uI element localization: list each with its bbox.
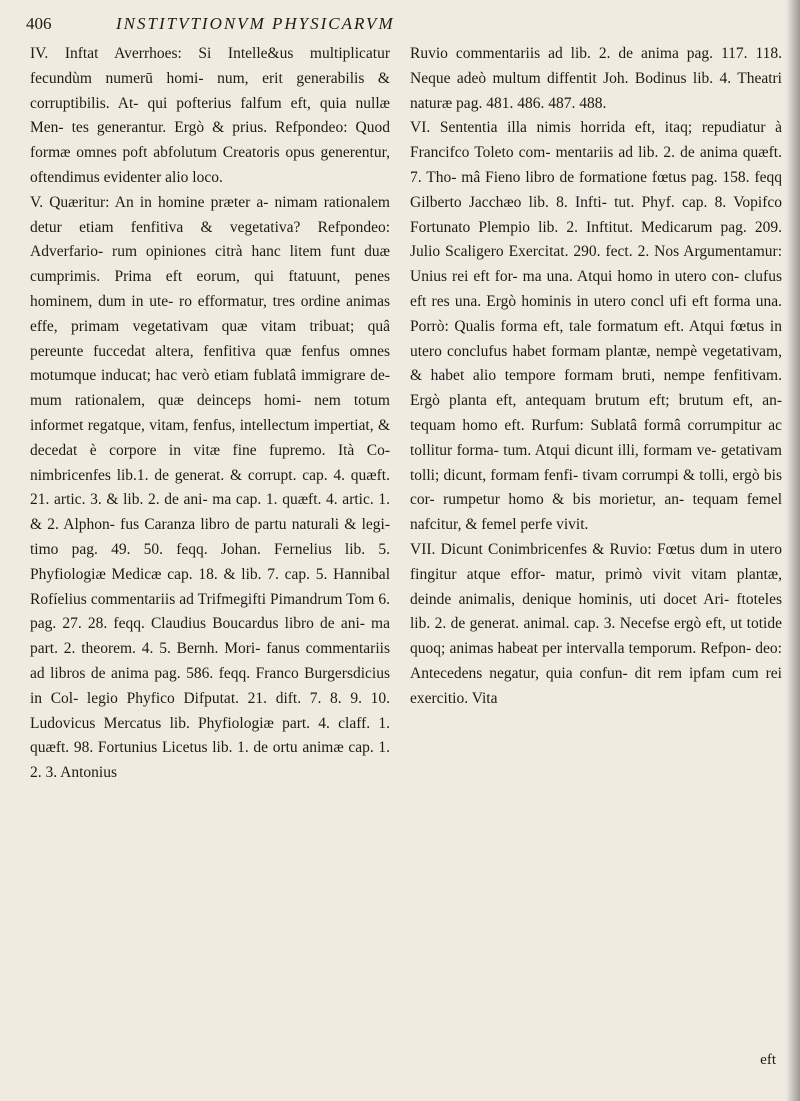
paragraph-continued: Ruvio commentariis ad lib. 2. de anima pag. 117. 118. Neque adeò multum diffentit Joh. Bodinus lib. 4. Theatri naturæ pag. 481. 486. 487. 488. [410, 45, 782, 112]
right-column [410, 42, 782, 712]
paragraph-iv: IV. Inftat Averrhoes: Si Intelle&us multiplicatur fecundùm numerū homi- num, erit generabilis & corruptibilis. At- qui pofterius falfum eft, quia nullæ Men- tes generantur. Ergò & prius. Refpondeo: Quod formæ omnes poft abfolutum Creatoris opus generentur, oftendimus evidenter alio loco. [30, 45, 390, 186]
page-number: 406 [26, 14, 52, 33]
paragraph-v: V. Quæritur: An in homine præter a- nimam rationalem detur etiam fenfitiva & vegetativa? Refpondeo: Adverfario- rum opiniones citrà hanc litem funt duæ cumprimis. Prima eft eorum, qui ftatuunt, penes hominem, dum in ute- ro efformatur, tres ordine animas effe, primam vegetativam quæ vitam tribuat; quâ pereunte fuccedat altera, fenfitiva quæ fenfus omnes motumque inducat; hac verò etiam fublatâ immigrare de- mum rationalem, quæ deinceps homi- nem totum informet regatque, vitam, fenfus, intellectum impertiat, & decedat è corpore in vitæ fine fupremo. Ità Co- nimbricenfes lib.1. de generat. & corrupt. cap. 4. quæft. 21. artic. 3. & lib. 2. de ani- ma cap. 1. quæft. 4. artic. 1. & 2. Alphon- fus Caranza libro de partu naturali & legi- timo pag. 49. 50. feqq. Johan. Fernelius lib. 5. Phyfiologiæ Medicæ cap. 18. & lib. 7. cap. 5. Hannibal Rofíelius commentariis ad Trifmegifti Pimandrum Tom 6. pag. 27. 28. feqq. Claudius Boucardus libro de ani- ma part. 2. theorem. 4. 5. Bernh. Mori- fanus commentariis ad libros de anima pag. 586. feqq. Franco Burgersdicius in Col- legio Phyfico Difputat. 21. dift. 7. 8. 9. 10. Ludovicus Mercatus lib. Phyfiologiæ part. 4. claff. 1. quæft. 98. Fortunius Licetus lib. 1. de ortu animæ cap. 1. 2. 3. Antonius [30, 193, 390, 782]
running-header [26, 14, 786, 36]
catchword: eft [760, 1052, 776, 1068]
page-edge-shadow [786, 0, 800, 1101]
paragraph-vii: VII. Dicunt Conimbricenfes & Ruvio: Fœtus dum in utero fingitur atque effor- matur, primò vivit vitam plantæ, deinde animalis, denique hominis, uti docet Ari- ftoteles lib. 2. de generat. animal. cap. 3. Necefse ergò eft, ut totide quoq; animas habeat per intervalla temporum. Refpon- deo: Antecedens negatur, quia confun- dit rem ipfam cum rei exercitio. Vita [410, 540, 782, 707]
paragraph-vi: VI. Sententia illa nimis horrida eft, itaq; repudiatur à Francifco Toleto com- mentariis ad lib. 2. de anima quæft. 7. Tho- mâ Fieno libro de formatione fœtus pag. 158. feqq Gilberto Jacchæo lib. 8. Infti- tut. Phyf. cap. 8. Vopifco Fortunato Plempio lib. 2. Inftitut. Medicarum pag. 209. Julio Scaligero Exercitat. 290. fect. 2. Nos Argumentamur: Unius rei eft for- ma una. Atqui homo in utero con- clufus eft res una. Ergò hominis in utero concl ufi eft forma una. Porrò: Qualis forma eft, tale formatum eft. Atqui fœtus in utero conclufus habet formam plantæ, nempè vegetativam, & habet alio tempore formam bruti, nempe fenfitivam. Ergò planta eft, antequam brutum eft; brutum eft, an- tequam homo eft. Rurfum: Sublatâ formâ corrumpitur ac tollitur forma- tum. Atqui dicunt illi, formam ve- getativam tolli; dicunt, formam fenfi- tivam corrumpi & tolli, ergò bis cor- rumpetur homo & bis morietur, an- tequam femel nafcitur, & femel perfe vivit. [410, 119, 782, 534]
running-title: INSTITVTIONVM PHYSICARVM [116, 14, 395, 33]
left-column [30, 42, 390, 786]
